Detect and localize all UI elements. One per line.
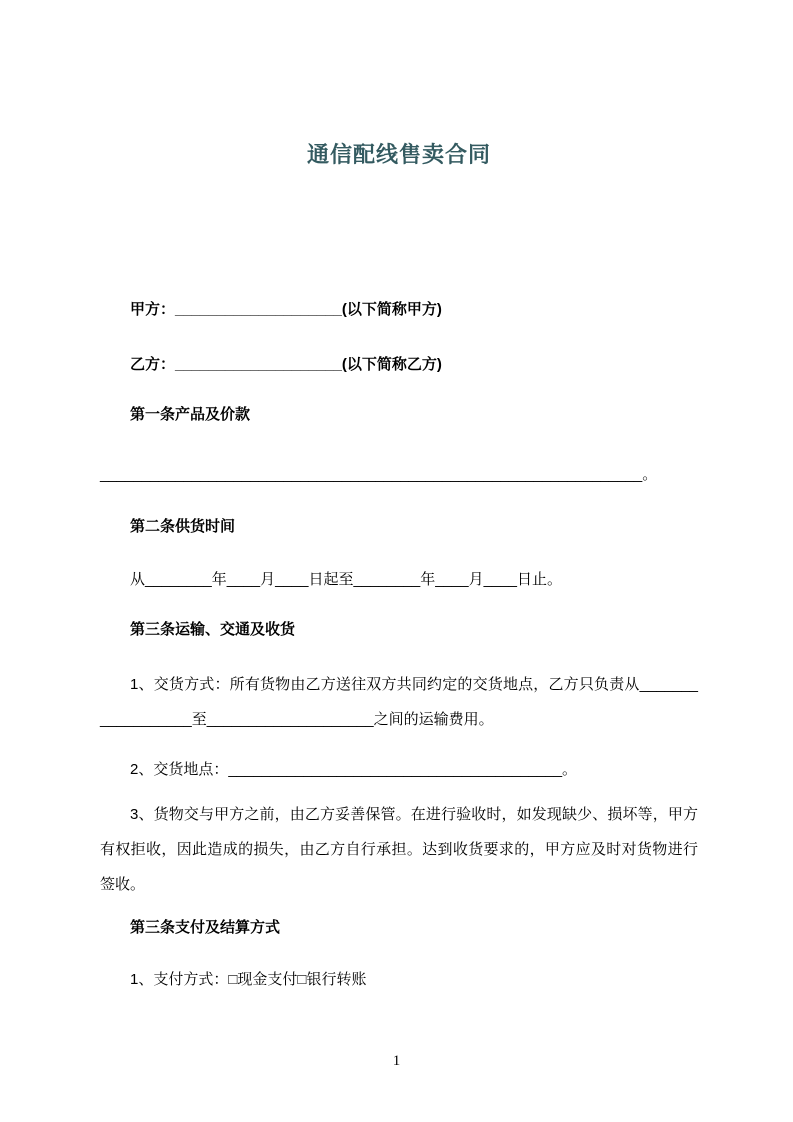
section-3-item-2: 2、交货地点：________________________________________。 — [130, 761, 578, 778]
section-3-heading: 第三条运输、交通及收货 — [130, 621, 296, 638]
party-b-line: 乙方：____________________(以下简称乙方) — [130, 356, 442, 373]
section-3-item-3: 3、货物交与甲方之前，由乙方妥善保管。在进行验收时，如发现缺少、损坏等，甲方有权拒收，因此造成的损失，由乙方自行承担。达到收货要求的，甲方应及时对货物进行签收。 — [100, 806, 698, 893]
section-1-blank-line: _________________________________________________________________。 — [100, 466, 658, 483]
page-number: 1 — [392, 1053, 401, 1069]
section-1-heading: 第一条产品及价款 — [130, 406, 251, 423]
section-2-heading: 第二条供货时间 — [130, 518, 236, 535]
section-4-heading: 第三条支付及结算方式 — [130, 919, 281, 936]
document-title: 通信配线售卖合同 — [306, 142, 491, 167]
section-4-item-1: 1、支付方式：□现金支付□银行转账 — [130, 971, 367, 988]
section-3-item-1: 1、交货方式：所有货物由乙方送往双方共同约定的交货地点，乙方只负责从__________________至____________________之间的运输费用。 — [100, 676, 698, 728]
party-a-line: 甲方：____________________(以下简称甲方) — [130, 301, 442, 318]
section-2-dates-line: 从________年____月____日起至________年____月____日止。 — [130, 571, 562, 588]
